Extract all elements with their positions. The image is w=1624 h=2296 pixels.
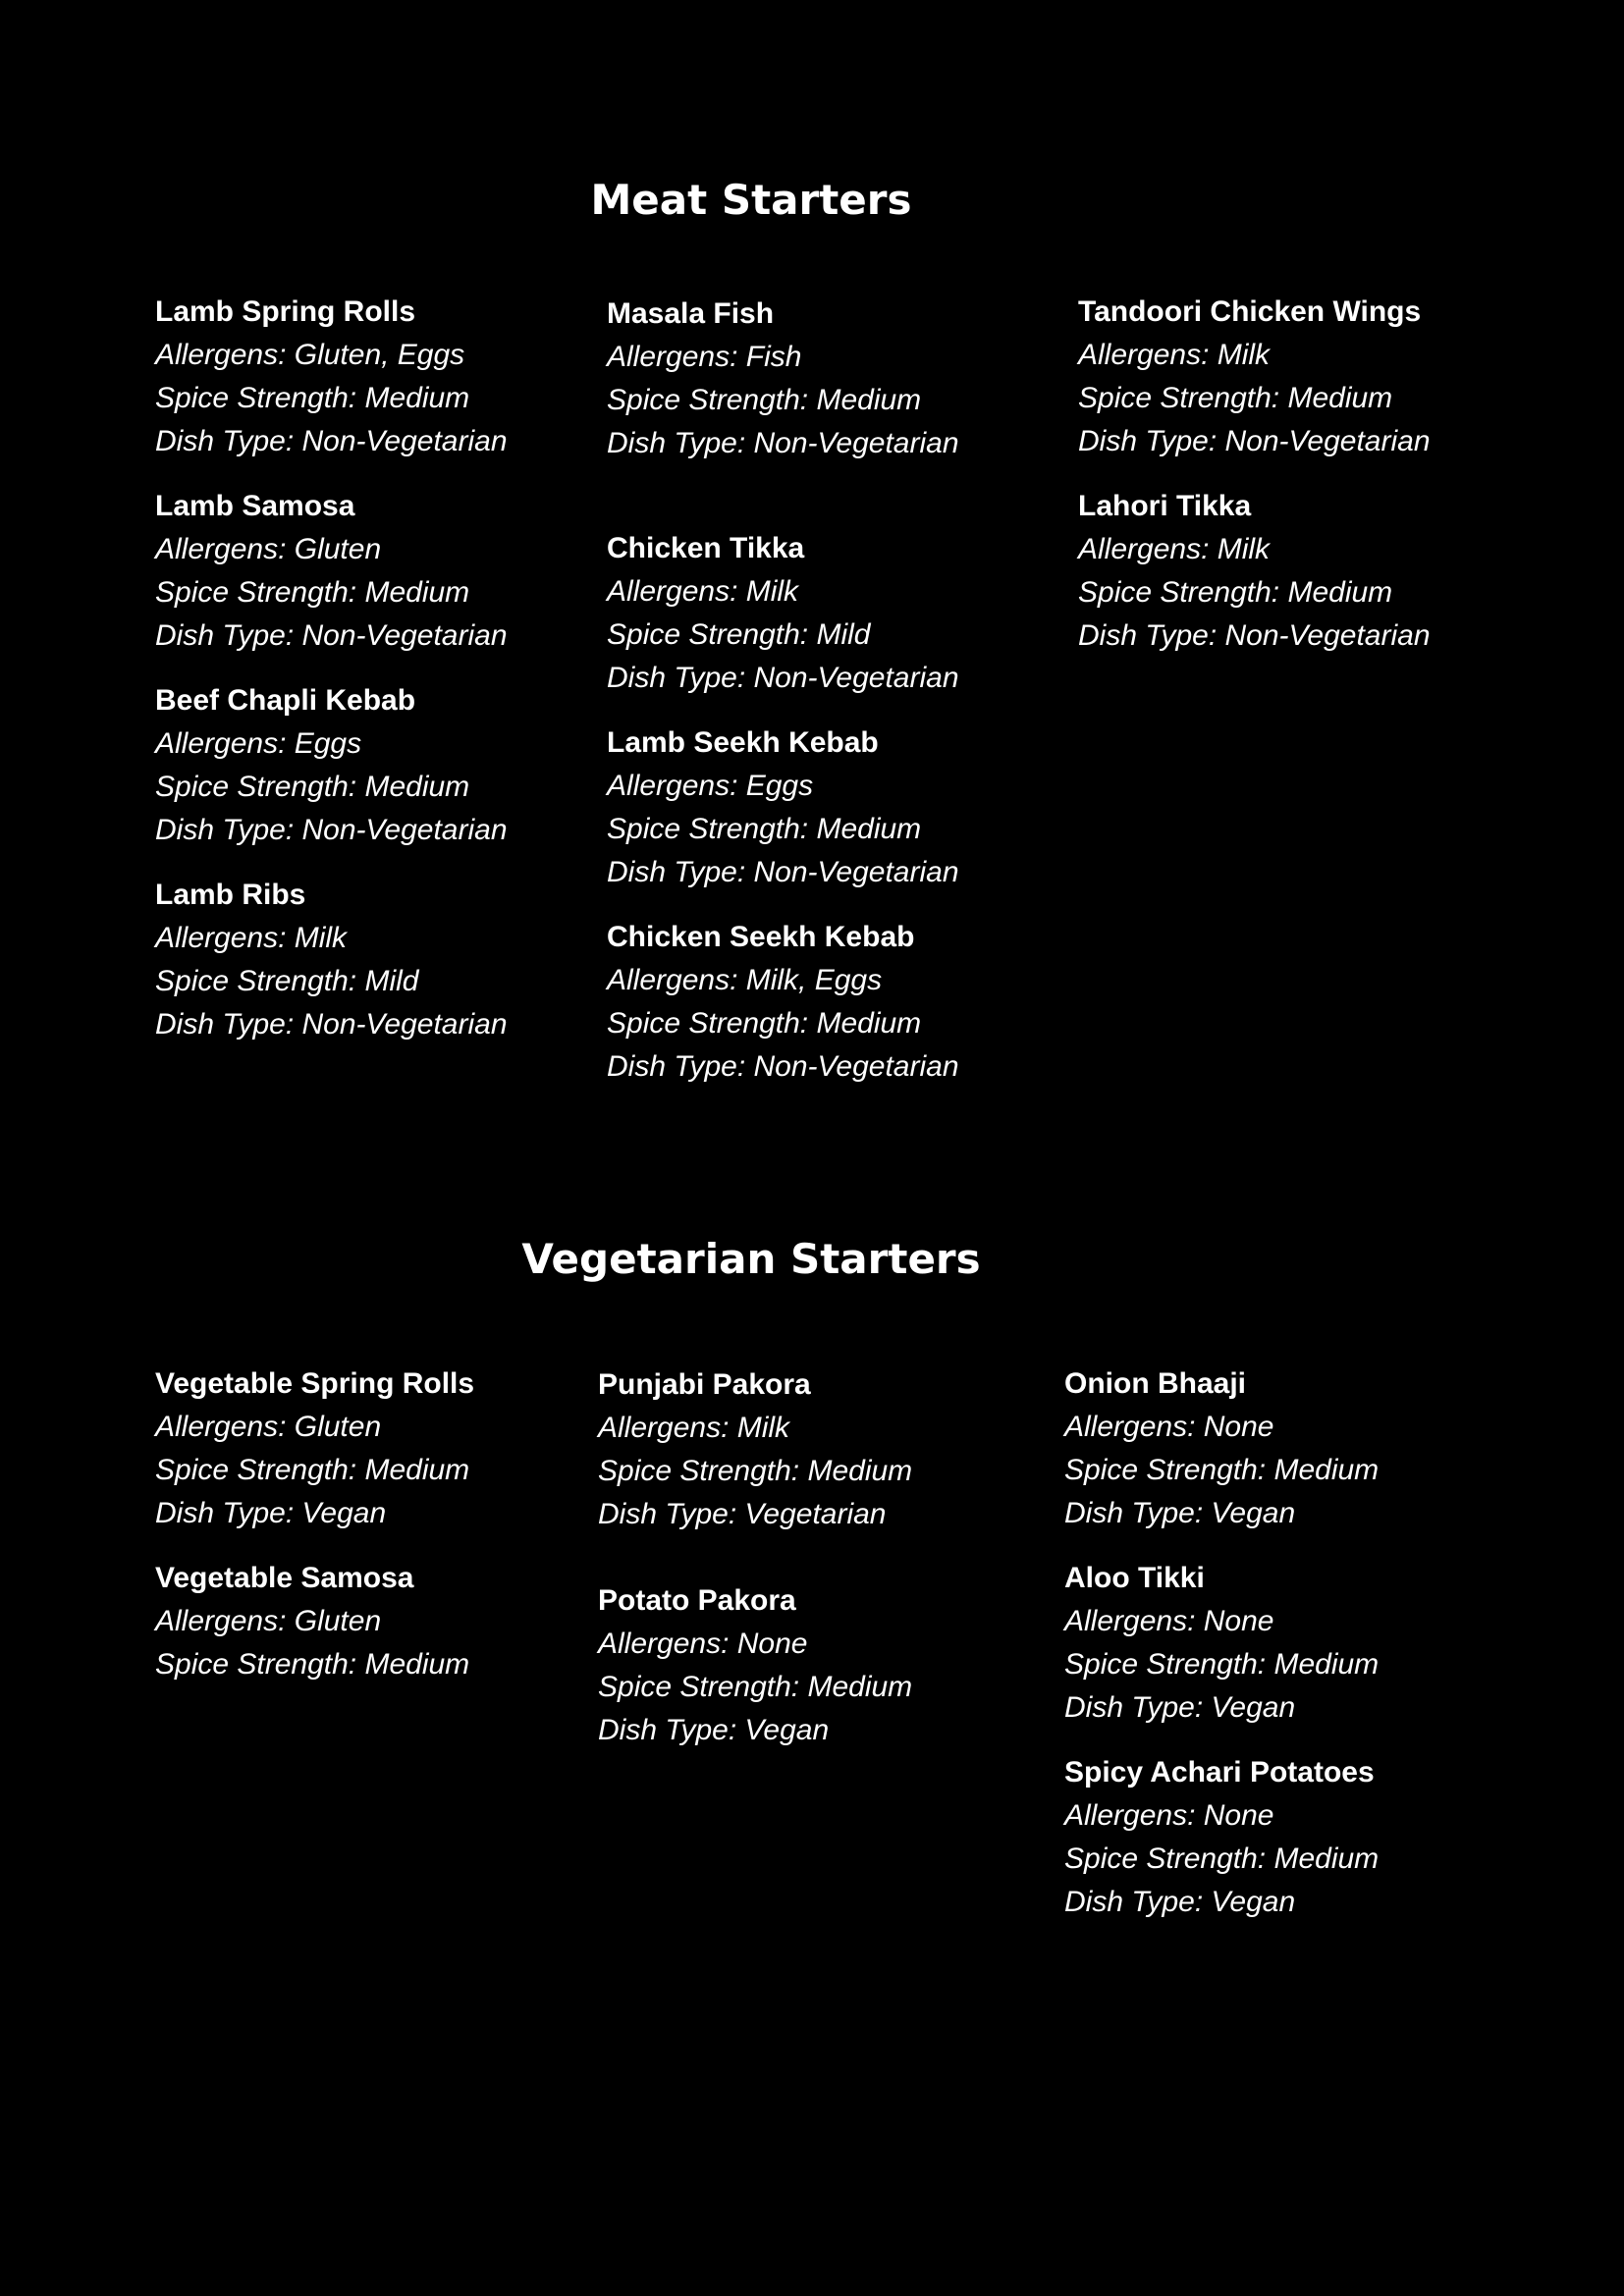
dish-spice: Spice Strength: Medium	[1064, 1842, 1380, 1875]
dish-type: Dish Type: Non-Vegetarian	[607, 856, 959, 888]
dish-item	[1078, 485, 1500, 658]
dish-allergens: Allergens: Gluten	[155, 1411, 382, 1443]
dish-spice: Spice Strength: Mild	[607, 618, 871, 651]
dish-item	[607, 721, 1029, 894]
dish-name: Punjabi Pakora	[598, 1368, 811, 1401]
dish-spice: Spice Strength: Medium	[607, 384, 922, 416]
dish-item	[155, 874, 577, 1046]
dish-type: Dish Type: Non-Vegetarian	[607, 662, 959, 694]
dish-spice: Spice Strength: Medium	[155, 1648, 470, 1681]
dish-item	[155, 485, 577, 658]
dish-name: Beef Chapli Kebab	[155, 684, 416, 717]
dish-allergens: Allergens: Eggs	[607, 770, 814, 802]
dish-allergens: Allergens: Gluten	[155, 1605, 382, 1637]
dish-type: Dish Type: Vegan	[1064, 1691, 1296, 1724]
dish-type: Dish Type: Non-Vegetarian	[155, 619, 508, 652]
dish-allergens: Allergens: None	[598, 1628, 808, 1660]
dish-type: Dish Type: Vegan	[598, 1714, 830, 1746]
dish-spice: Spice Strength: Medium	[598, 1455, 913, 1487]
dish-type: Dish Type: Non-Vegetarian	[155, 425, 508, 457]
dish-name: Potato Pakora	[598, 1584, 796, 1617]
dish-allergens: Allergens: Gluten, Eggs	[155, 339, 465, 371]
dish-allergens: Allergens: Gluten	[155, 533, 382, 565]
dish-spice: Spice Strength: Medium	[1078, 382, 1393, 414]
dish-type: Dish Type: Vegan	[1064, 1886, 1296, 1918]
dish-name: Lamb Seekh Kebab	[607, 726, 879, 759]
dish-item	[1078, 291, 1500, 463]
dish-spice: Spice Strength: Medium	[1078, 576, 1393, 609]
dish-name: Lamb Samosa	[155, 490, 355, 522]
vegetarian-starters-title: Vegetarian Starters	[521, 1235, 981, 1283]
dish-spice: Spice Strength: Medium	[607, 813, 922, 845]
dish-item	[155, 1557, 577, 1686]
dish-allergens: Allergens: Milk	[607, 575, 799, 608]
dish-allergens: Allergens: Milk	[1078, 533, 1271, 565]
dish-name: Vegetable Samosa	[155, 1562, 414, 1594]
dish-allergens: Allergens: None	[1064, 1605, 1274, 1637]
dish-spice: Spice Strength: Medium	[155, 576, 470, 609]
dish-item	[598, 1579, 1020, 1752]
dish-item	[598, 1363, 1020, 1536]
dish-allergens: Allergens: Milk	[598, 1412, 790, 1444]
dish-name: Aloo Tikki	[1064, 1562, 1205, 1594]
dish-item	[155, 291, 577, 463]
dish-name: Lamb Spring Rolls	[155, 295, 416, 328]
dish-type: Dish Type: Non-Vegetarian	[155, 814, 508, 846]
dish-allergens: Allergens: Fish	[607, 341, 802, 373]
dish-spice: Spice Strength: Medium	[598, 1671, 913, 1703]
dish-item	[1064, 1362, 1487, 1535]
dish-spice: Spice Strength: Medium	[607, 1007, 922, 1040]
dish-spice: Spice Strength: Medium	[155, 1454, 470, 1486]
dish-name: Vegetable Spring Rolls	[155, 1367, 475, 1400]
dish-name: Spicy Achari Potatoes	[1064, 1756, 1375, 1789]
dish-type: Dish Type: Vegan	[1064, 1497, 1296, 1529]
dish-spice: Spice Strength: Medium	[1064, 1648, 1380, 1681]
dish-name: Onion Bhaaji	[1064, 1367, 1247, 1400]
dish-allergens: Allergens: Milk, Eggs	[607, 964, 883, 996]
dish-item	[607, 293, 1029, 465]
dish-type: Dish Type: Non-Vegetarian	[607, 427, 959, 459]
dish-item	[607, 916, 1029, 1089]
dish-type: Dish Type: Non-Vegetarian	[155, 1008, 508, 1041]
dish-name: Chicken Tikka	[607, 532, 805, 564]
dish-allergens: Allergens: Milk	[155, 922, 348, 954]
dish-name: Masala Fish	[607, 297, 775, 330]
dish-type: Dish Type: Non-Vegetarian	[607, 1050, 959, 1083]
dish-spice: Spice Strength: Medium	[155, 771, 470, 803]
dish-type: Dish Type: Non-Vegetarian	[1078, 425, 1431, 457]
dish-type: Dish Type: Vegetarian	[598, 1498, 887, 1530]
dish-allergens: Allergens: Eggs	[155, 727, 362, 760]
dish-item	[155, 679, 577, 852]
dish-allergens: Allergens: None	[1064, 1799, 1274, 1832]
dish-spice: Spice Strength: Mild	[155, 965, 419, 997]
dish-item	[1064, 1557, 1487, 1730]
dish-type: Dish Type: Non-Vegetarian	[1078, 619, 1431, 652]
dish-spice: Spice Strength: Medium	[155, 382, 470, 414]
dish-item	[155, 1362, 577, 1535]
dish-allergens: Allergens: None	[1064, 1411, 1274, 1443]
dish-name: Lamb Ribs	[155, 879, 306, 911]
dish-item	[1064, 1751, 1487, 1924]
dish-name: Tandoori Chicken Wings	[1078, 295, 1422, 328]
dish-item	[607, 527, 1029, 700]
dish-allergens: Allergens: Milk	[1078, 339, 1271, 371]
dish-name: Lahori Tikka	[1078, 490, 1252, 522]
dish-type: Dish Type: Vegan	[155, 1497, 387, 1529]
dish-name: Chicken Seekh Kebab	[607, 921, 915, 953]
dish-spice: Spice Strength: Medium	[1064, 1454, 1380, 1486]
meat-starters-title: Meat Starters	[590, 176, 912, 224]
